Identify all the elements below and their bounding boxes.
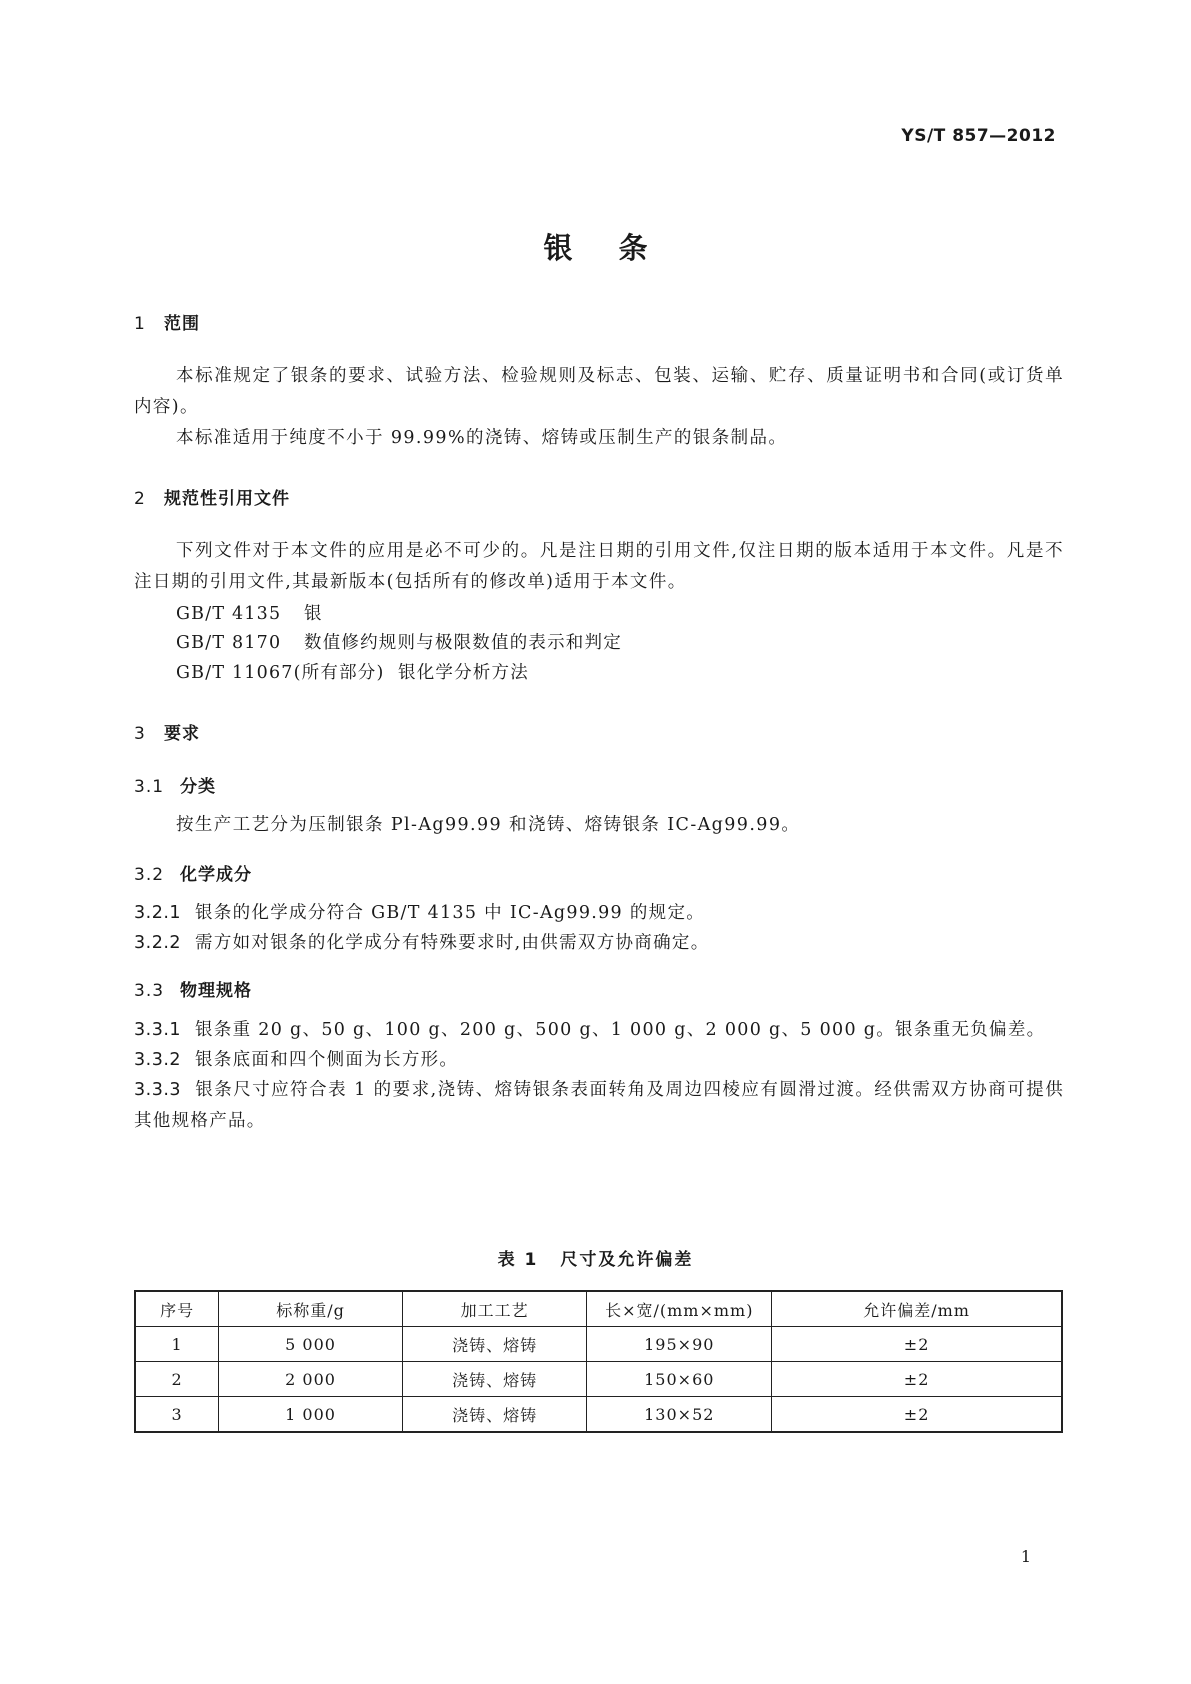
classification-paragraph: 按生产工艺分为压制银条 Pl-Ag99.99 和浇铸、熔铸银条 IC-Ag99.99。 [176,815,801,835]
reference-title: 银化学分析方法 [398,663,529,683]
clause-text: 银条的化学成分符合 GB/T 4135 中 IC-Ag99.99 的规定。 [195,903,706,923]
table-header-cell: 允许偏差/mm [772,1291,1062,1327]
table-row [135,1362,1062,1397]
reference-item [176,600,323,625]
section-number: 1 [134,314,146,334]
table-cell: 浇铸、熔铸 [402,1327,587,1362]
reference-item [176,659,529,684]
section-title: 分类 [180,777,216,797]
clause-3-3-2 [134,1045,1064,1076]
clause-text: 需方如对银条的化学成分有特殊要求时,由供需双方协商确定。 [195,933,710,953]
reference-code: GB/T 11067(所有部分) [176,663,385,683]
table-cell: 浇铸、熔铸 [402,1397,587,1433]
reference-item [176,629,622,654]
table-cell: 2 [135,1362,219,1397]
table-cell: ±2 [772,1362,1062,1397]
section-title: 规范性引用文件 [164,489,290,509]
section-3-2-heading [134,860,252,885]
section-title: 要求 [164,724,200,744]
reference-title: 数值修约规则与极限数值的表示和判定 [304,633,622,653]
clause-number: 3.3.2 [134,1050,182,1070]
document-title: 银条 [543,231,694,265]
table-cell: ±2 [772,1327,1062,1362]
table-cell: 130×52 [587,1397,772,1433]
section-number: 2 [134,489,146,509]
clause-text: 银条重 20 g、50 g、100 g、200 g、500 g、1 000 g、2 000 g、5 000 g。银条重无负偏差。 [195,1020,1046,1040]
table-header-cell: 加工工艺 [402,1291,587,1327]
page-number: 1 [1020,1547,1031,1566]
section-title: 范围 [164,314,200,334]
clause-3-2-2 [134,928,1064,959]
table-caption [0,1245,1191,1270]
scope-paragraph-2: 本标准适用于纯度不小于 99.99%的浇铸、熔铸或压制生产的银条制品。 [176,428,788,448]
section-title: 物理规格 [180,981,252,1001]
section-1-heading [134,309,200,334]
section-number: 3.1 [134,777,165,797]
table-cell: 195×90 [587,1327,772,1362]
clause-text: 银条底面和四个侧面为长方形。 [195,1050,459,1070]
clause-number: 3.2.2 [134,933,182,953]
references-intro: 下列文件对于本文件的应用是必不可少的。凡是注日期的引用文件,仅注日期的版本适用于本文件。凡是不注日期的引用文件,其最新版本(包括所有的修改单)适用于本文件。 [134,541,1064,592]
dimension-table [134,1290,1063,1433]
table-title: 尺寸及允许偏差 [560,1250,694,1270]
standard-code: YS/T 857—2012 [901,126,1056,146]
table-header-cell: 序号 [135,1291,219,1327]
section-3-3-heading [134,976,252,1001]
section-title: 化学成分 [180,865,252,885]
section-number: 3 [134,724,146,744]
clause-number: 3.2.1 [134,903,182,923]
table-header-cell: 长×宽/(mm×mm) [587,1291,772,1327]
table-cell: 浇铸、熔铸 [402,1362,587,1397]
section-2-heading [134,484,290,509]
scope-paragraph-1: 本标准规定了银条的要求、试验方法、检验规则及标志、包装、运输、贮存、质量证明书和合同(或订货单内容)。 [134,366,1064,417]
clause-number: 3.3.3 [134,1080,182,1100]
table-cell: ±2 [772,1397,1062,1433]
reference-code: GB/T 4135 [176,604,282,624]
clause-text: 银条尺寸应符合表 1 的要求,浇铸、熔铸银条表面转角及周边四棱应有圆滑过渡。经供需双方协商可提供其他规格产品。 [134,1080,1064,1131]
section-3-heading [134,719,200,744]
clause-number: 3.3.1 [134,1020,182,1040]
table-header-row [135,1291,1062,1327]
table-cell: 5 000 [219,1327,403,1362]
table-row [135,1397,1062,1433]
table-cell: 150×60 [587,1362,772,1397]
table-cell: 1 000 [219,1397,403,1433]
section-number: 3.2 [134,865,165,885]
clause-3-3-3 [134,1075,1064,1137]
table-cell: 1 [135,1327,219,1362]
table-number: 表 1 [497,1250,539,1270]
section-number: 3.3 [134,981,165,1001]
section-3-1-heading [134,772,216,797]
table-cell: 2 000 [219,1362,403,1397]
table-row [135,1327,1062,1362]
reference-title: 银 [304,604,323,624]
clause-3-3-1 [134,1015,1064,1046]
table-header-cell: 标称重/g [219,1291,403,1327]
clause-3-2-1 [134,898,1064,929]
table-cell: 3 [135,1397,219,1433]
reference-code: GB/T 8170 [176,633,282,653]
